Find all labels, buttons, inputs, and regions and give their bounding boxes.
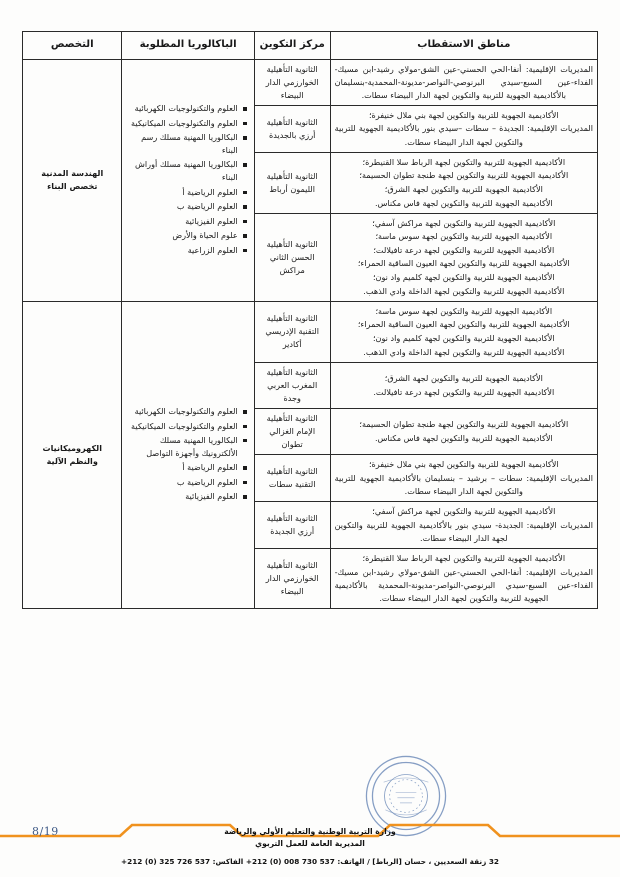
table-row [23,301,598,362]
cell-training-center: الثانوية التأهيلية الإمام الغزالي تطوان [254,409,330,455]
catchment-area-line: المديريات الإقليمية: أنفا-الحي الحسني-عين الشق-مولاي رشيد-ابن مسيك-الفداء-عين السبع-سيدي البرنوصي-النواصر-مديونة-المحمدية بالأكاديمية الجهوية للتربية والتكوين لجهة الدار البيضاء سطات. [334,566,593,603]
cell-baccalaureate-requirements [122,301,254,608]
cell-catchment-areas [330,502,597,549]
catchment-area-line: المديريات الإقليمية: سطات – برشيد – بنسليمان بالأكاديمية الجهوية للتربية والتكوين لجهة الدار البيضاء سطات. [334,472,593,497]
cell-training-center: الثانوية التأهيلية الحسن الثاني مراكش [254,213,330,301]
cell-specialization: الهندسة المدنية تخصص البناء [23,59,122,301]
column-header-specialization: التخصص [23,32,122,60]
cell-catchment-areas [330,455,597,502]
catchment-area-line: الأكاديمية الجهوية للتربية والتكوين لجهة سوس ماسة؛ [375,305,553,316]
catchment-area-line: الأكاديمية الجهوية للتربية والتكوين لجهة الداخلة وادي الذهب. [363,346,565,357]
baccalaureate-list-item: البكالوريا المهنية مسلك الألكترونيك وأجهزة التواصل [126,434,237,460]
baccalaureate-list-item: العلوم الرياضية أ [126,461,237,474]
column-header-center: مركز التكوين [254,32,330,60]
cell-catchment-areas [330,301,597,362]
baccalaureate-list-item: العلوم والتكنولوجيات الميكانيكية [126,420,237,433]
footer-organization [0,826,620,850]
catchment-area-line: الأكاديمية الجهوية للتربية والتكوين لجهة بني ملال خنيفرة؛ [368,459,559,470]
baccalaureate-list-item: علوم الحياة والأرض [126,229,237,242]
cell-catchment-areas [330,362,597,408]
cell-training-center: الثانوية التأهيلية التقنية الإدريسي أكادير [254,301,330,362]
catchment-area-line: الأكاديمية الجهوية للتربية والتكوين لجهة بني ملال خنيفرة؛ [368,109,559,120]
baccalaureate-list-item: العلوم والتكنولوجيات الميكانيكية [126,117,237,130]
catchment-area-line: المديريات الإقليمية: الجديدة – سطات –سيدي بنور بالأكاديمية الجهوية للتربية والتكوين لجهة الدار البيضاء سطات. [334,123,593,147]
catchment-area-line: المديريات الإقليمية: الجديدة- سيدي بنور بالأكاديمية الجهوية للتربية والتكوين لجهة الدار البيضاء سطات. [334,519,593,543]
baccalaureate-list-item: العلوم الفيزيائية [126,490,237,503]
catchment-area-line: الأكاديمية الجهوية للتربية والتكوين لجهة العيون الساقية الحمراء؛ [357,258,570,269]
baccalaureate-list [126,102,249,256]
admission-table [22,31,598,609]
footer-ministry: وزارة التربية الوطنية والتعليم الأولي والرياضة [224,827,396,836]
baccalaureate-list-item: العلوم والتكنولوجيات الكهربائية [126,405,237,418]
catchment-area-line: الأكاديمية الجهوية للتربية والتكوين لجهة كلميم واد نون؛ [372,332,555,343]
cell-training-center: الثانوية التأهيلية الليمون أرباط [254,152,330,213]
catchment-area-line: المديريات الإقليمية: أنفا-الحي الحسني-عين الشق-مولاي رشيد-ابن مسيك-الفداء-عين السبع-سيدي البرنوصي-النواصر-مديونة-المحمدية-بنسليمان بالأكاديمية الجهوية للتربية والتكوين لجهة الدار البيضاء سطات. [334,63,593,100]
catchment-area-line: الأكاديمية الجهوية للتربية والتكوين لجهة فاس مكناس. [374,432,553,443]
baccalaureate-list-item: البكالوريا المهنية مسلك رسم البناء [126,131,237,157]
baccalaureate-list-item: العلوم الزراعية [126,244,237,257]
baccalaureate-list-item: العلوم الرياضية ب [126,476,237,489]
catchment-area-line: الأكاديمية الجهوية للتربية والتكوين لجهة سوس ماسة؛ [375,231,553,242]
cell-training-center: الثانوية التأهيلية الخوارزمي الدار البيضاء [254,59,330,105]
cell-baccalaureate-requirements [122,59,254,301]
cell-catchment-areas [330,409,597,455]
cell-specialization: الكهروميكانيات والنظم الآلية [23,301,122,608]
table-header [23,32,598,60]
cell-catchment-areas [330,105,597,152]
baccalaureate-list-item: العلوم الرياضية أ [126,186,237,199]
cell-training-center: الثانوية التأهيلية المغرب العربي وجدة [254,362,330,408]
catchment-area-line: الأكاديمية الجهوية للتربية والتكوين لجهة الرباط سلا القنيطرة؛ [362,553,566,564]
table-body [23,59,598,608]
table-header-row [23,32,598,60]
catchment-area-line: الأكاديمية الجهوية للتربية والتكوين لجهة فاس مكناس. [374,197,553,208]
catchment-area-line: الأكاديمية الجهوية للتربية والتكوين لجهة طنجة تطوان الحسيمة؛ [359,419,569,430]
cell-catchment-areas [330,213,597,301]
catchment-area-line: الأكاديمية الجهوية للتربية والتكوين لجهة مراكش آسفي؛ [372,217,556,228]
table-row [23,59,598,105]
cell-training-center: الثانوية التأهيلية التقنية سطات [254,455,330,502]
cell-training-center: الثانوية التأهيلية أرزي الجديدة [254,502,330,549]
baccalaureate-list-item: العلوم الرياضية ب [126,200,237,213]
column-header-areas: مناطق الاستقطاب [330,32,597,60]
catchment-area-line: الأكاديمية الجهوية للتربية والتكوين لجهة درعة تافيلالت؛ [373,244,555,255]
column-header-baccalaureate: الباكالوريا المطلوبة [122,32,254,60]
catchment-area-line: الأكاديمية الجهوية للتربية والتكوين لجهة مراكش آسفي؛ [372,506,556,517]
cell-training-center: الثانوية التأهيلية الخوارزمي الدار البيضاء [254,549,330,609]
cell-catchment-areas [330,549,597,609]
footer-directorate: المديرية العامة للعمل التربوي [255,838,365,848]
admission-table-container [22,31,598,609]
baccalaureate-list-item: العلوم الفيزيائية [126,215,237,228]
cell-catchment-areas [330,59,597,105]
baccalaureate-list-item: العلوم والتكنولوجيات الكهربائية [126,102,237,115]
catchment-area-line: الأكاديمية الجهوية للتربية والتكوين لجهة الرباط سلا القنيطرة؛ [362,156,566,167]
baccalaureate-list-item: البكالوريا المهنية مسلك أوراش البناء [126,158,237,184]
catchment-area-line: الأكاديمية الجهوية للتربية والتكوين لجهة الداخلة وادي الذهب. [363,285,565,296]
catchment-area-line: الأكاديمية الجهوية للتربية والتكوين لجهة كلميم واد نون؛ [372,272,555,283]
catchment-area-line: الأكاديمية الجهوية للتربية والتكوين لجهة الشرق؛ [384,183,543,194]
page-number: 8/19 [32,825,59,838]
baccalaureate-list [126,405,249,503]
catchment-area-line: الأكاديمية الجهوية للتربية والتكوين لجهة طنجة تطوان الحسيمة؛ [359,170,569,181]
catchment-area-line: الأكاديمية الجهوية للتربية والتكوين لجهة الشرق؛ [384,373,543,383]
cell-catchment-areas [330,152,597,213]
catchment-area-line: الأكاديمية الجهوية للتربية والتكوين لجهة العيون الساقية الحمراء؛ [357,319,570,330]
cell-training-center: الثانوية التأهيلية أرزي بالجديدة [254,105,330,152]
catchment-area-line: الأكاديمية الجهوية للتربية والتكوين لجهة درعة تافيلالت. [373,386,555,397]
footer-contact-info: 32 زنقة السعديين ، حسان [الرباط] / الهاتف: 537 730 008 (0) 212+ الفاكس: 537 726 325 (0) 212+ [121,857,499,866]
